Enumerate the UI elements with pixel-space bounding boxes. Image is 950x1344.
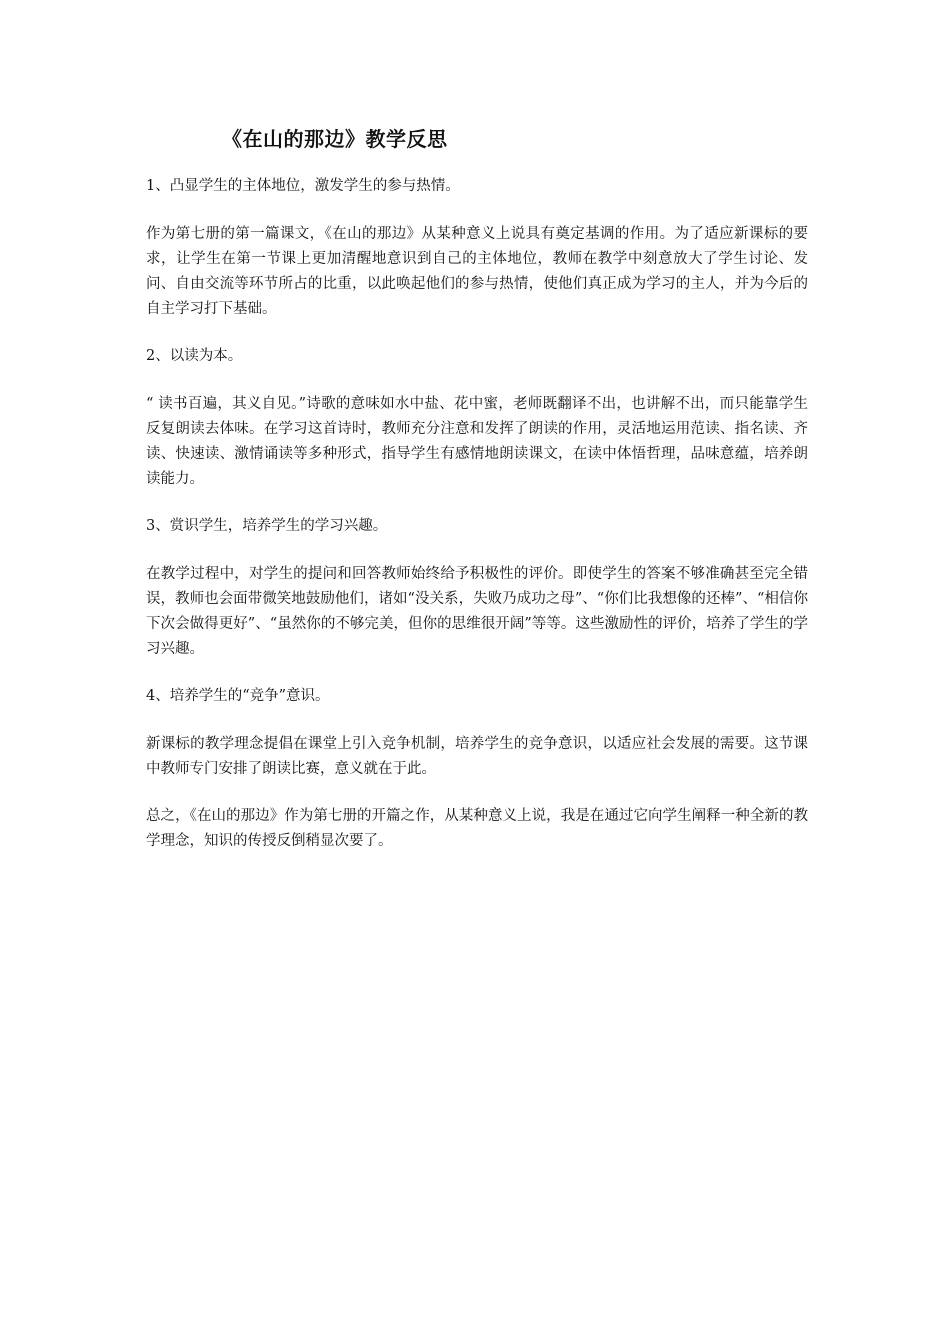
document-body bbox=[146, 174, 808, 876]
conclusion-paragraph: 总之，《在山的那边》作为第七册的开篇之作，从某种意义上说，我是在通过它向学生阐释一种全新的教学理念，知识的传授反倒稍显次要了。 bbox=[146, 808, 808, 849]
document-title: 《在山的那边》教学反思 bbox=[222, 127, 448, 151]
section-3-paragraph: 在教学过程中，对学生的提问和回答教师始终给予积极性的评价。即使学生的答案不够准确甚至完全错误，教师也会面带微笑地鼓励他们，诸如“没关系，失败乃成功之母”、“你们比我想像的还棒”、“相信你下次会做得更好”、“虽然你的不够完美，但你的思维很开阔”等等。这些激励性的评价，培养了学生的学习兴趣。 bbox=[146, 566, 808, 657]
section-2-heading: 2、以读为本。 bbox=[146, 348, 243, 364]
section-1-paragraph: 作为第七册的第一篇课文，《在山的那边》从某种意义上说具有奠定基调的作用。为了适应新课标的要求，让学生在第一节课上更加清醒地意识到自己的主体地位，教师在教学中刻意放大了学生讨论、发问、自由交流等环节所占的比重，以此唤起他们的参与热情，使他们真正成为学习的主人，并为今后的自主学习打下基础。 bbox=[146, 226, 808, 317]
section-2-paragraph: “ 读书百遍，其义自见。”诗歌的意味如水中盐、花中蜜，老师既翻译不出，也讲解不出，而只能靠学生反复朗读去体味。在学习这首诗时，教师充分注意和发挥了朗读的作用，灵活地运用范读、指名读、齐读、快速读、激情诵读等多种形式，指导学生有感情地朗读课文，在读中体悟哲理，品味意蕴，培养朗读能力。 bbox=[146, 396, 808, 487]
section-3-heading: 3、赏识学生，培养学生的学习兴趣。 bbox=[146, 518, 388, 534]
section-1-heading: 1、凸显学生的主体地位，激发学生的参与热情。 bbox=[146, 178, 460, 194]
section-4-heading: 4、培养学生的“竞争”意识。 bbox=[146, 688, 330, 704]
section-4-paragraph: 新课标的教学理念提倡在课堂上引入竞争机制，培养学生的竞争意识，以适应社会发展的需要。这节课中教师专门安排了朗读比赛，意义就在于此。 bbox=[146, 736, 808, 777]
